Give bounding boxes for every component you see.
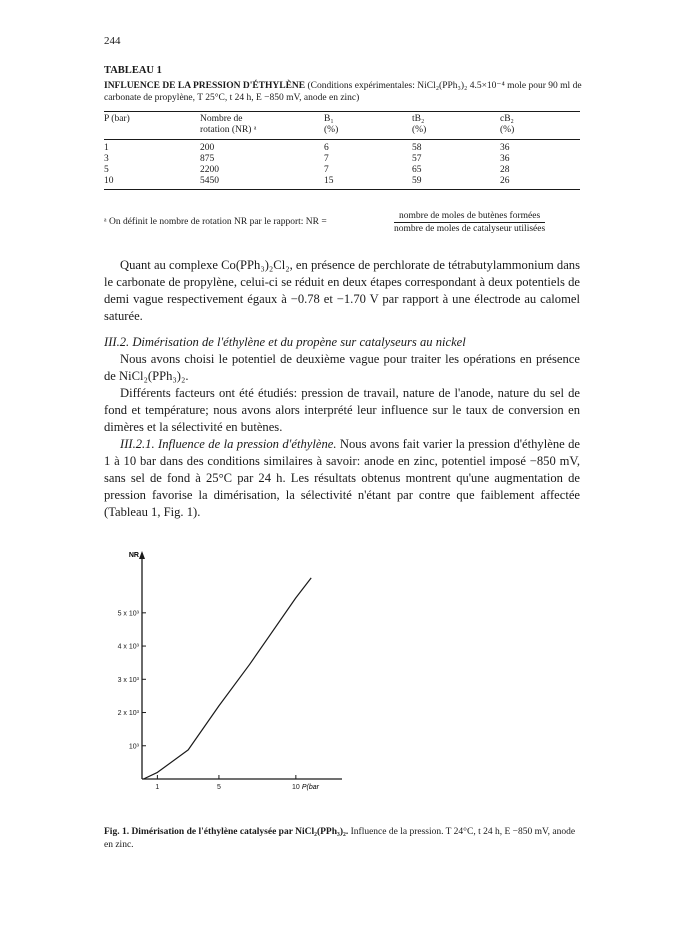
y-tick-label: 5 x 10³ (117, 610, 139, 618)
table-row (104, 176, 580, 190)
cell-turnover: 200 (200, 143, 215, 153)
cell-b1: 15 (324, 176, 412, 190)
header-cb2 (500, 112, 580, 140)
table-header-row (104, 112, 580, 140)
table-row (104, 165, 580, 176)
cell-turnover: 5450 (200, 176, 324, 190)
figure-caption (104, 826, 584, 852)
chart-series (144, 578, 312, 779)
paragraph-factors: Différents facteurs ont été étudiés: pression de travail, nature de l'anode, nature du sel de fond et température; nous avons alors interprété leur influence sur le taux de conversion en dimères et la sélectivité en butènes. (104, 386, 580, 434)
cell-tb2: 59 (412, 176, 500, 190)
header-b1-line1: B₁ (324, 114, 334, 124)
cell-cb2: 26 (500, 176, 580, 190)
header-b1 (324, 112, 412, 140)
cell-turnover: 875 (200, 154, 215, 164)
cell-tb2: 58 (412, 143, 422, 153)
cell-pressure: 1 (104, 143, 109, 153)
cell-tb2: 57 (412, 154, 422, 164)
table-row (104, 154, 580, 165)
cell-pressure: 5 (104, 165, 109, 175)
header-turnover-line2: rotation (NR) ᵃ (200, 125, 257, 135)
cell-turnover: 2200 (200, 165, 219, 175)
x-tick-label: 1 (155, 784, 160, 791)
figure-1-chart (90, 545, 360, 795)
y-tick-label: 2 x 10³ (117, 710, 139, 718)
header-tb2-line2: (%) (412, 125, 427, 135)
section-heading: III.2. Dimérisation de l'éthylène et du propène sur catalyseurs au nickel (104, 335, 466, 349)
cell-tb2: 65 (412, 165, 422, 175)
cell-b1: 7 (324, 165, 329, 175)
header-cb2-line1: cB₂ (500, 114, 514, 124)
footnote-text: ᵃ On définit le nombre de rotation NR par le rapport: NR = (104, 217, 327, 227)
header-pressure: P (bar) (104, 112, 200, 140)
subsection-heading: III.2.1. Influence de la pression d'éthylène. (120, 437, 337, 451)
y-axis-arrow (139, 551, 145, 559)
cell-cb2: 36 (500, 154, 510, 164)
y-tick-label: 10³ (128, 743, 139, 751)
x-tick-label: 10 (291, 784, 300, 791)
cell-b1: 6 (324, 143, 329, 153)
cell-b1: 7 (324, 154, 329, 164)
footnote-fraction (394, 211, 545, 234)
figure-caption-title: Fig. 1. Dimérisation de l'éthylène catalysée par NiCl₂(PPh₃)₂. (104, 827, 349, 837)
cell-pressure: 10 (104, 176, 200, 190)
page-number: 244 (104, 35, 121, 47)
x-axis-label: P(bar (301, 784, 319, 791)
x-axis-ticks (155, 775, 299, 791)
y-tick-label: 4 x 10³ (117, 643, 139, 651)
fraction-numerator: nombre de moles de butènes formées (394, 211, 545, 223)
paragraph-pressure-influence (104, 436, 580, 521)
figure-caption-conditions: Influence de la pression. T 24°C, t 24 h, E −850 mV, anode en zinc. (104, 827, 576, 850)
cell-pressure: 3 (104, 154, 109, 164)
table-caption-title: INFLUENCE DE LA PRESSION D'ÉTHYLÈNE (104, 81, 306, 91)
data-table (104, 111, 580, 190)
x-tick-label: 5 (216, 784, 221, 791)
paragraph-potential-choice: Nous avons choisi le potentiel de deuxième vague pour traiter les opérations en présence de NiCl₂(PPh₃)₂. (104, 352, 580, 383)
table-caption-conditions: (Conditions expérimentales: NiCl₂(PPh₃)₂ 4.5×10⁻⁴ mole pour 90 ml de carbonate de propylène, T 25°C, t 24 h, E −850 mV, anode en zinc) (104, 81, 582, 103)
body-text (104, 257, 580, 521)
header-cb2-line2: (%) (500, 125, 515, 135)
series-line (144, 578, 312, 779)
header-turnover-line1: Nombre de (200, 114, 243, 124)
header-b1-line2: (%) (324, 125, 339, 135)
paragraph-cobalt-complex: Quant au complexe Co(PPh₃)₂Cl₂, en présence de perchlorate de tétrabutylammonium dans le carbonate de propylène, celui-ci se réduit en deux étapes correspondant à deux potentiels de demi vague respectivement égaux à −0.78 et −1.70 V par rapport à une électrode au calomel saturée. (104, 258, 580, 323)
y-axis-label: NR (128, 552, 139, 559)
cell-cb2: 36 (500, 143, 510, 153)
fraction-denominator: nombre de moles de catalyseur utilisées (394, 224, 546, 234)
header-tb2 (412, 112, 500, 140)
chart-axes (139, 551, 342, 779)
table-row (104, 140, 580, 155)
header-turnover (200, 112, 324, 140)
header-tb2-line1: tB₂ (412, 114, 425, 124)
pressure-influence-text: Nous avons fait varier la pression d'éthylène de 1 à 10 bar dans des conditions similaires à savoir: anode en zinc, potentiel imposé −850 mV, sans sel de fond à 25°C par 24 h. Les résultats obtenus montrent qu'une augmentation de pression favorise la dimérisation, la sélectivité n'étant par contre que faiblement affectée (Tableau 1, Fig. 1). (104, 437, 580, 519)
y-tick-label: 3 x 10³ (117, 676, 139, 684)
table-caption (104, 80, 584, 104)
cell-cb2: 28 (500, 165, 510, 175)
table-label: TABLEAU 1 (104, 65, 162, 76)
